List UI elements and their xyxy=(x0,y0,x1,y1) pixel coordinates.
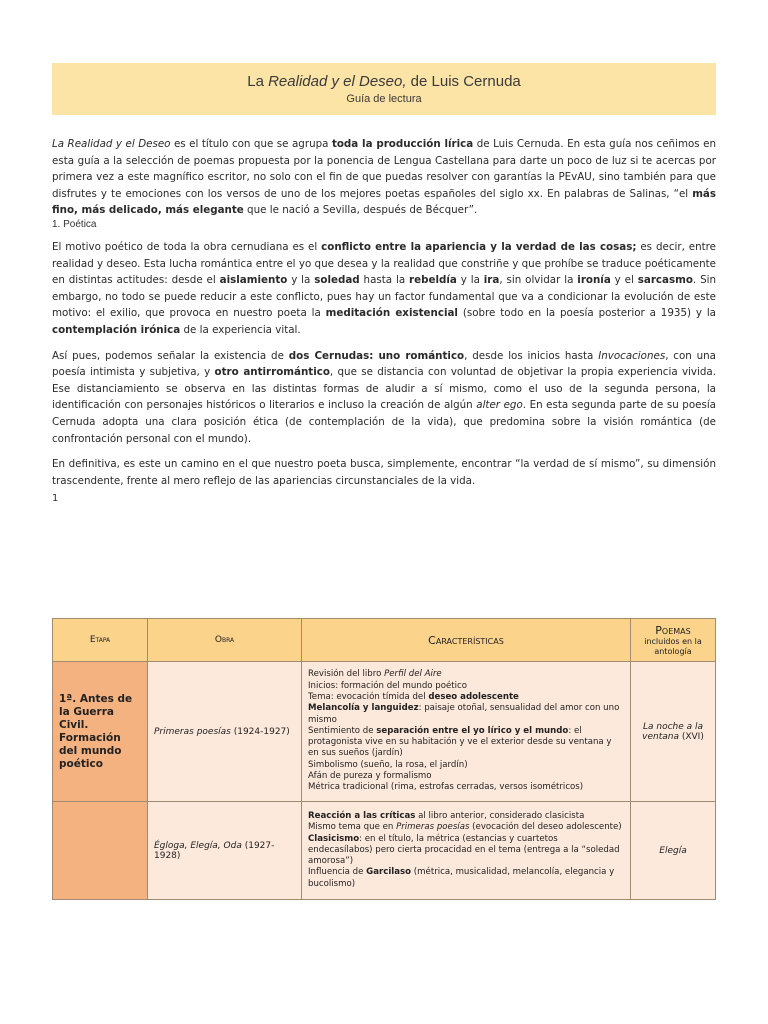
text-span: Invocaciones xyxy=(598,349,666,362)
table-header-row xyxy=(53,619,716,662)
list-item: Métrica tradicional (rima, estrofas cerradas, versos isométricos) xyxy=(308,782,584,793)
obra-cell xyxy=(148,662,302,802)
text-span: : paisaje otoñal, sensualidad del amor con uno mismo xyxy=(308,703,620,725)
text-span: dos Cernudas: uno romántico xyxy=(288,349,465,362)
text-span: Reacción a las críticas xyxy=(308,810,416,821)
text-span: deseo adolescente xyxy=(428,691,519,702)
text-span: : en el título, la métrica (estancias y cuartetos endecasílabos) pero cierta procacidad en el tema (entrega a la “soledad amorosa”) xyxy=(308,833,620,867)
stages-table xyxy=(52,618,716,900)
list-item xyxy=(308,834,624,868)
text-span: La noche a la ventana xyxy=(642,721,704,742)
header-poemas-label: Poemas xyxy=(655,623,691,637)
text-span: hasta la xyxy=(359,274,410,287)
text-span: ironía xyxy=(577,274,611,287)
text-span: Primeras poesías xyxy=(396,822,470,833)
text-span: es el título con que se agrupa xyxy=(170,138,332,150)
paragraph-motivo xyxy=(52,239,716,339)
text-span: y la xyxy=(287,274,315,287)
text-span: , con una poesía intimista y subjetiva, y xyxy=(52,349,716,379)
intro-paragraph xyxy=(52,136,716,228)
text-span: conflicto entre la apariencia y la verdad de las cosas; xyxy=(321,241,637,253)
text-span: y el xyxy=(610,274,638,287)
text-span: de la experiencia vital. xyxy=(180,323,301,336)
text-span: que le nació a Sevilla, después de Bécquer”. xyxy=(243,204,478,217)
poemas-cell xyxy=(631,802,716,900)
text-span: Revisión del libro xyxy=(308,669,385,680)
text-span: Mismo tema que en xyxy=(308,822,397,833)
text-span: Elegía xyxy=(659,845,687,856)
text-span: toda la producción lírica xyxy=(331,138,474,150)
text-span: de Luis Cernuda. En esta guía nos ceñimos en esta guía a la selección de poemas propuesta por la ponencia de Lengua Castellana para darte un poco de luz si te acercas por primera vez a este magnífico escritor, no solo con el fin de que puedas resolver con garantías la PEvAU, sino también para que disfrutes y te emociones con los versos de uno de los mejores poetas españoles del siglo xx. En palabras de Salinas, “el xyxy=(52,138,716,200)
table-row xyxy=(53,662,716,802)
header-caracteristicas: Características xyxy=(302,619,631,662)
text-span: alter ego xyxy=(476,399,523,412)
obra-cell xyxy=(148,802,302,900)
text-span: Melancolía y languidez xyxy=(308,703,419,714)
text-span: (evocación del deseo adolescente) xyxy=(469,822,622,833)
page-number: 1 xyxy=(52,493,59,504)
text-span: otro antirromántico xyxy=(214,366,330,379)
header-poemas xyxy=(631,619,716,662)
text-span: Primeras poesías xyxy=(154,726,231,737)
table-row xyxy=(53,802,716,900)
text-span: (1927-1928) xyxy=(154,840,275,861)
text-span: soledad xyxy=(314,274,360,287)
text-span: (XVI) xyxy=(678,731,704,742)
header-etapa: Etapa xyxy=(53,619,148,662)
text-span: es decir, entre realidad y deseo. Esta lucha romántica entre el yo que desea y la realidad que constriñe y que prohíbe se traduce poéticamente en distintas actitudes: desde el xyxy=(52,241,716,287)
list-item xyxy=(308,867,624,890)
text-span: . Sin embargo, no todo se puede reducir a este conflicto, pues hay un factor fundamental que va a condicionar la evolución de este motivo: el exilio, que provoca en nuestro poeta la xyxy=(52,274,716,320)
stage-cell xyxy=(53,802,148,900)
list-item xyxy=(308,692,624,703)
text-span: al libro anterior, considerado clasicista xyxy=(415,810,585,821)
text-span: Sentimiento de xyxy=(308,725,377,736)
text-span: El motivo poético de toda la obra cernudiana es el xyxy=(52,241,322,253)
text-span: ira xyxy=(483,274,500,287)
header-poemas-sub: incluidos en la antología xyxy=(644,636,702,656)
text-span: Así pues, podemos señalar la existencia de xyxy=(52,349,289,362)
text-span: Perfil del Aire xyxy=(384,669,442,680)
paragraph-en-definitiva: En definitiva, es este un camino en el que nuestro poeta busca, simplemente, encontrar “la verdad de sí mismo”, su dimensión trascendente, frente al mero reflejo de las apariencias circunstanciales de la vida. xyxy=(52,458,716,487)
text-span: contemplación irónica xyxy=(52,323,181,336)
caracteristicas-cell xyxy=(302,662,631,802)
text-span: , desde los inicios hasta xyxy=(464,349,599,362)
text-span: , que se distancia con voluntad de objetivar la propia experiencia vivida. Ese distanciamiento se observa en las distintas formas de aludir a sí mismo, como el uso de la segunda persona, la identificación con personajes históricos o literarios e incluso la creación de algún xyxy=(52,366,716,412)
title-part: de Luis Cernuda xyxy=(406,73,521,90)
header-obra: Obra xyxy=(148,619,302,662)
list-item: Inicios: formación del mundo poético xyxy=(308,680,468,691)
body-paragraphs xyxy=(52,239,716,498)
text-span: Garcilaso xyxy=(366,867,412,878)
list-item xyxy=(308,811,624,822)
list-item xyxy=(308,669,624,680)
text-span: sarcasmo xyxy=(637,274,693,287)
text-span: más fino, más delicado, más elegante xyxy=(52,187,716,217)
text-span: (1924-1927) xyxy=(230,726,290,737)
list-item xyxy=(308,703,624,726)
list-item xyxy=(308,726,624,760)
text-span: aislamiento xyxy=(219,274,288,287)
text-span: Tema: evocación tímida del xyxy=(308,691,429,702)
text-span: Influencia de xyxy=(308,867,367,878)
stage-cell: 1ª. Antes de la Guerra Civil. Formación del mundo poético xyxy=(53,662,148,802)
text-span: . En esta segunda parte de su poesía Cernuda adopta una clara posición ética (de contemplación de la vida), que predomina sobre la visión romántica (de confrontación personal con el mundo). xyxy=(52,399,716,445)
text-span: Clasicismo xyxy=(308,833,360,844)
text-span: Égloga, Elegía, Oda xyxy=(154,840,242,851)
text-span: La Realidad y el Deseo xyxy=(52,138,171,150)
text-span: (sobre todo en la poesía posterior a 1935) y la xyxy=(457,307,716,320)
title-italic: Realidad y el Deseo, xyxy=(268,73,407,90)
text-span: meditación existencial xyxy=(325,307,458,320)
list-item: Afán de pureza y formalismo xyxy=(308,771,432,782)
list-item xyxy=(308,822,624,833)
title-banner xyxy=(52,63,716,115)
document-subtitle: Guía de lectura xyxy=(346,93,422,105)
text-span: y la xyxy=(456,274,484,287)
text-span: separación entre el yo lírico y el mundo xyxy=(376,725,569,736)
text-span: (métrica, musicalidad, melancolía, elegancia y bucolismo) xyxy=(308,867,615,889)
document-title xyxy=(52,73,716,90)
section-heading-poetica: 1. Poética xyxy=(52,219,97,230)
title-part: La xyxy=(247,73,269,90)
poemas-cell xyxy=(631,662,716,802)
text-span: rebeldía xyxy=(409,274,457,287)
list-item: Simbolismo (sueño, la rosa, el jardín) xyxy=(308,759,468,770)
paragraph-dos-cernudas xyxy=(52,348,716,448)
text-span: , sin olvidar la xyxy=(499,274,578,287)
caracteristicas-cell xyxy=(302,802,631,900)
text-span: : el protagonista vive en su habitación y ve el exterior desde su ventana y en sus sueños (jardín) xyxy=(308,725,612,759)
